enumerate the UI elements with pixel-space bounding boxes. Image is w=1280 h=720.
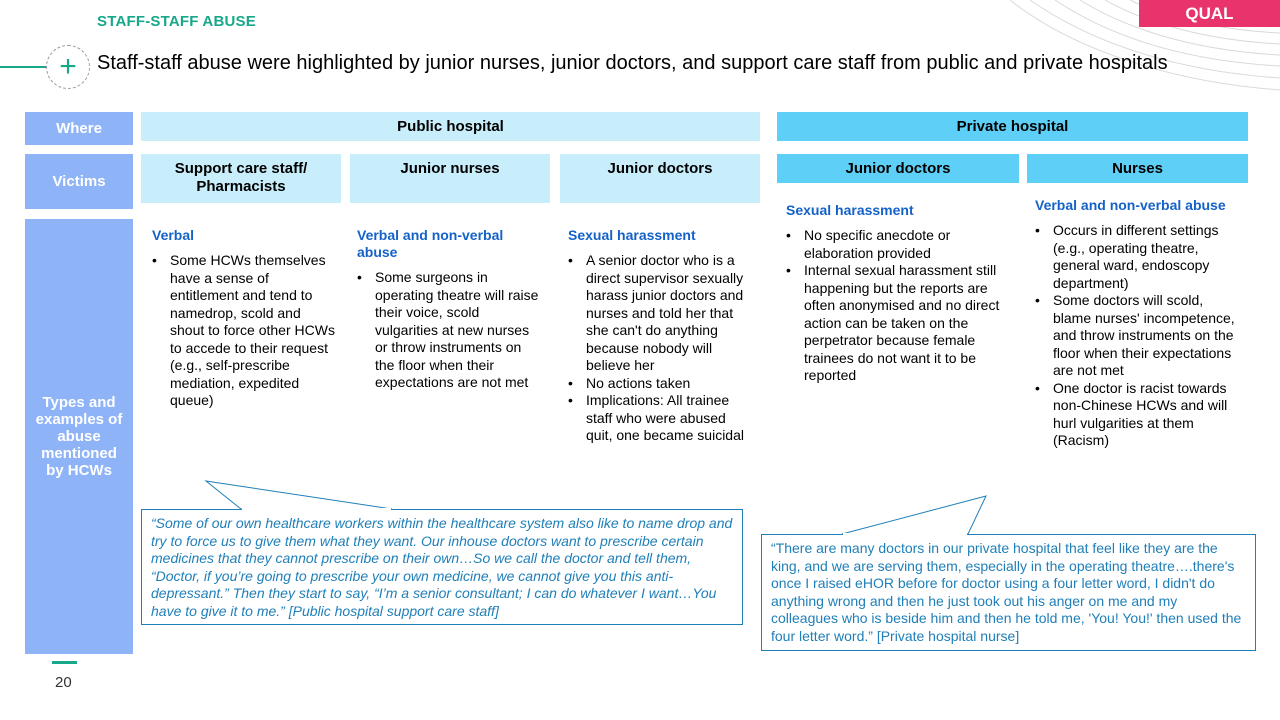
- abuse-column-junior-doctors-public: [568, 227, 753, 445]
- abuse-column-support-care: [152, 227, 337, 410]
- page-number: 20: [55, 674, 72, 691]
- qual-badge: QUAL: [1139, 0, 1280, 27]
- bullet-item: • Some doctors will scold, blame nurses' incompetence, and throw instruments on the floor when their expectations are not met: [1035, 292, 1245, 380]
- abuse-bullets: [152, 252, 337, 410]
- row-label-victims: Victims: [25, 154, 133, 209]
- row-label-where: Where: [25, 112, 133, 145]
- bullet-item: • Occurs in different settings (e.g., operating theatre, general ward, endoscopy department): [1035, 222, 1245, 292]
- bullet-item: • No actions taken: [568, 375, 753, 393]
- abuse-bullets: [786, 227, 1014, 385]
- title-accent-line: [0, 66, 48, 68]
- bullet-item: • A senior doctor who is a direct supervisor sexually harass junior doctors and nurses and told her that she can't do anything because nobody will believe her: [568, 252, 753, 375]
- bullet-item: • Some surgeons in operating theatre will raise their voice, scold vulgarities at new nurses or throw instruments on the floor when their expectations are not met: [357, 269, 542, 392]
- bullet-item: • One doctor is racist towards non-Chinese HCWs and will hurl vulgarities at them (Racism): [1035, 380, 1245, 450]
- abuse-column-nurses: [1035, 197, 1245, 450]
- victim-header-junior-nurses: Junior nurses: [350, 154, 550, 203]
- victim-header-junior-doctors-private: Junior doctors: [777, 154, 1019, 183]
- footer-accent-line: [52, 661, 77, 664]
- abuse-type-title: Sexual harassment: [786, 202, 914, 218]
- abuse-type-title: Sexual harassment: [568, 227, 696, 243]
- abuse-type-title: Verbal and non-verbal abuse: [357, 227, 504, 260]
- bullet-item: • Implications: All trainee staff who were abused quit, one became suicidal: [568, 392, 753, 445]
- bullet-item: • No specific anecdote or elaboration provided: [786, 227, 1014, 262]
- public-hospital-header: Public hospital: [141, 112, 760, 141]
- victim-header-nurses: Nurses: [1027, 154, 1248, 183]
- callout-join-public: [242, 508, 391, 510]
- victim-header-junior-doctors-public: Junior doctors: [560, 154, 760, 203]
- public-quote-box: “Some of our own healthcare workers within the healthcare system also like to name drop and try to force us to give them what they want. Our inhouse doctors want to prescribe certain medicines that they cannot prescribe on their own…So we call the doctor and tell them, “Doctor, if you’re going to prescribe your own medicine, we cannot give you this anti-depressant.” Then they start to say, “I’m a senior consultant; I can do whatever I want…You have to give it to me.” [Public hospital support care staff]: [141, 509, 743, 625]
- row-label-types: Types and examples of abuse mentioned by HCWs: [25, 219, 133, 654]
- abuse-bullets: [568, 252, 753, 445]
- abuse-bullets: [357, 269, 542, 392]
- victim-header-support-care: Support care staff/ Pharmacists: [141, 154, 341, 203]
- slide-title: Staff-staff abuse were highlighted by junior nurses, junior doctors, and support care staff from public and private hospitals: [97, 52, 1168, 74]
- private-hospital-header: Private hospital: [777, 112, 1248, 141]
- abuse-bullets: [1035, 222, 1245, 450]
- abuse-column-junior-nurses: [357, 227, 542, 392]
- callout-join-private: [843, 533, 967, 535]
- bullet-item: • Some HCWs themselves have a sense of entitlement and tend to namedrop, scold and shout to force other HCWs to accede to their request (e.g., self-prescribe mediation, expedited queue): [152, 252, 337, 410]
- abuse-type-title: Verbal: [152, 227, 195, 243]
- abuse-column-junior-doctors-private: [786, 202, 1014, 385]
- plus-circle-icon: +: [46, 45, 90, 89]
- section-label: STAFF-STAFF ABUSE: [97, 13, 256, 30]
- bullet-item: • Internal sexual harassment still happening but the reports are often anonymised and no direct action can be taken on the perpetrator because female trainees do not want it to be reported: [786, 262, 1014, 385]
- private-quote-box: “There are many doctors in our private hospital that feel like they are the king, and we are serving them, especially in the operating theatre….there's once I raised eHOR before for doctor using a four letter word, I didn't do anything wrong and then he just took out his anger on me and my colleagues who is beside him and then he told me, 'You! You!' then used the four letter word.” [Private hospital nurse]: [761, 534, 1256, 651]
- abuse-type-title: Verbal and non-verbal abuse: [1035, 197, 1226, 213]
